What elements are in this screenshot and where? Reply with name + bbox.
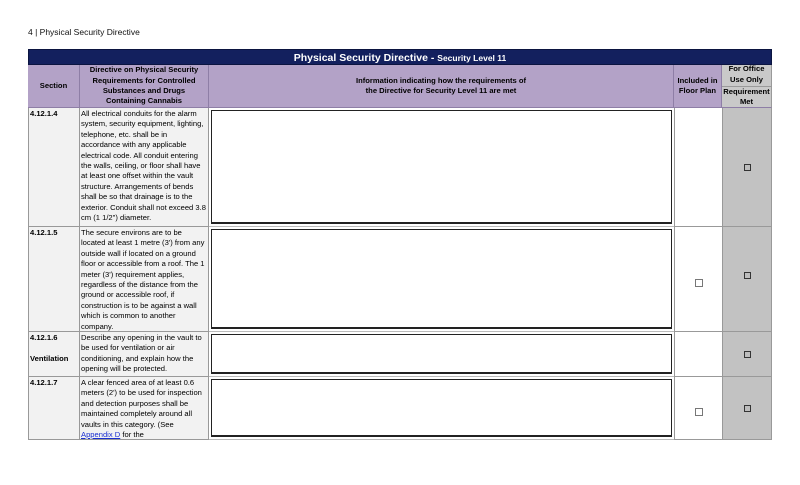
floor-plan-cell [674, 108, 722, 227]
header-office-use-label: For Office Use Only [722, 64, 771, 87]
requirement-met-checkbox[interactable] [744, 164, 751, 171]
info-textarea[interactable] [211, 110, 672, 224]
header-info [209, 65, 674, 108]
header-section: Section [28, 65, 80, 108]
directive-text [80, 377, 209, 440]
section-number [28, 227, 80, 332]
table-row [28, 377, 772, 440]
header-requirement-met: Requirement Met [723, 87, 770, 107]
table-title-main: Physical Security Directive - [293, 52, 438, 64]
floor-plan-cell [674, 332, 722, 377]
info-textarea[interactable] [211, 334, 672, 374]
section-id: 4.12.1.5 [30, 228, 58, 237]
header-directive: Directive on Physical Security Requirements for Controlled Substances and Drugs Containing Cannabis [80, 65, 209, 108]
appendix-d-link[interactable]: Appendix D [81, 430, 121, 440]
section-number [28, 377, 80, 440]
requirement-met-checkbox[interactable] [744, 272, 751, 279]
office-use-cell [722, 227, 772, 332]
section-id: 4.12.1.4 [30, 109, 58, 118]
table-row [28, 332, 772, 377]
floor-plan-cell [674, 377, 722, 440]
page-header: 4 | Physical Security Directive [28, 27, 140, 37]
directive-text: The secure environs are to be located at least 1 metre (3') from any outside wall if located on a ground floor or accessible from a roof. The 1 meter (3') requirement applies, regardless of the distance from the ground or accessible roof, if construction is to be against a wall which is common to another company. [80, 227, 209, 332]
floor-plan-checkbox[interactable] [695, 279, 703, 287]
security-directive-table [28, 49, 772, 440]
table-row [28, 108, 772, 227]
requirement-met-checkbox[interactable] [744, 405, 751, 412]
info-cell [209, 227, 674, 332]
directive-text-part: A clear fenced area of at least 0.6 meters (2') to be used for inspection and detection purposes shall be maintained completely around all vaults in this category. (See [81, 378, 202, 429]
directive-text: Describe any opening in the vault to be used for ventilation or air conditioning, and explain how the opening will be protected. [80, 332, 209, 377]
table-title [28, 49, 772, 65]
header-office-use [722, 65, 772, 108]
floor-plan-cell [674, 227, 722, 332]
floor-plan-checkbox[interactable] [695, 408, 703, 416]
info-cell [209, 377, 674, 440]
section-id: 4.12.1.6 [30, 333, 58, 342]
section-sublabel: Ventilation [30, 354, 69, 364]
office-use-cell [722, 377, 772, 440]
info-textarea[interactable] [211, 229, 672, 329]
requirement-met-checkbox[interactable] [744, 351, 751, 358]
office-use-cell [722, 332, 772, 377]
info-cell [209, 332, 674, 377]
office-use-cell [722, 108, 772, 227]
directive-text-part: for the [120, 430, 144, 440]
section-number [28, 108, 80, 227]
header-info-line1: Information indicating how the requirements of [355, 75, 527, 85]
header-floor-plan: Included in Floor Plan [674, 65, 722, 108]
info-cell [209, 108, 674, 227]
table-title-level: Security Level 11 [437, 53, 507, 63]
info-textarea[interactable] [211, 379, 672, 437]
section-id: 4.12.1.7 [30, 378, 58, 387]
table-row [28, 227, 772, 332]
header-row [28, 65, 772, 108]
section-number [28, 332, 80, 377]
header-info-line2: the Directive for Security Level 11 are met [365, 86, 517, 95]
directive-text: All electrical conduits for the alarm system, security equipment, lighting, telephone, etc. shall be in accordance with any applicable electrical code. All conduit entering the walls, ceiling, or floor shall have at least one offset within the vault structure. Arrangements of bends shall be so that drainage is to the exterior. Conduit shall not exceed 3.8 cm (1 1/2") diameter. [80, 108, 209, 227]
